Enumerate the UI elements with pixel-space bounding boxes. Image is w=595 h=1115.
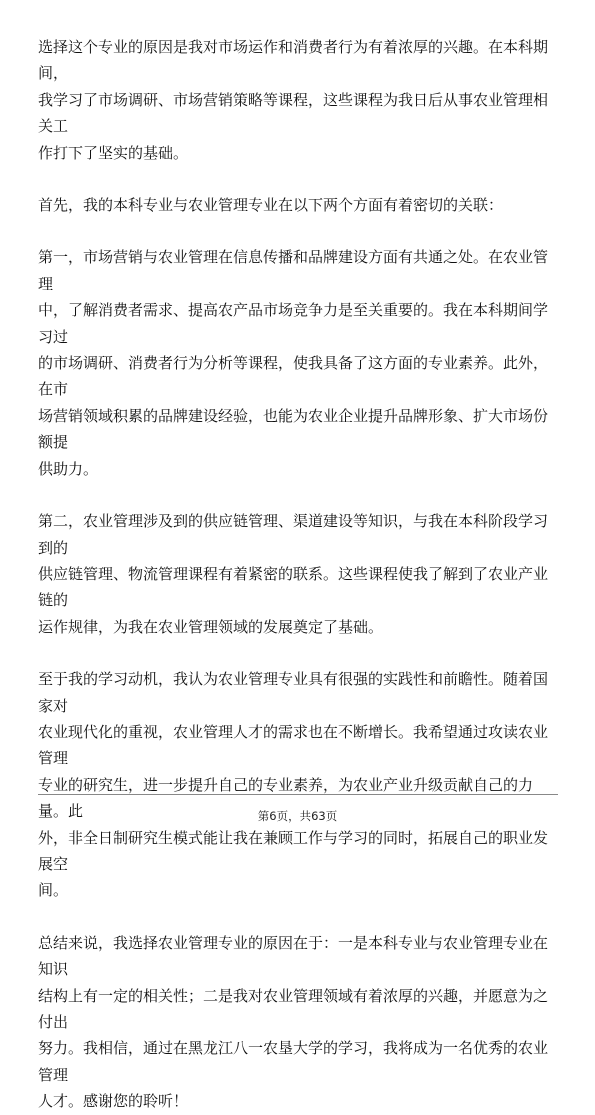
paragraph-gap — [38, 218, 558, 244]
paragraph-first-point: 第一，市场营销与农业管理在信息传播和品牌建设方面有共通之处。在农业管理 中，了解消费者需求、提高农产品市场竞争力是至关重要的。我在本科期间学习过 的市场调研、消费者行为分析等课程，使我具备了这方面的专业素养。此外，在市 场营销领域积累的品牌建设经验，也能为农业企业提升品牌形象、扩大市场份额提 供助力。 — [38, 248, 549, 478]
paragraph-intro-connection: 首先，我的本科专业与农业管理专业在以下两个方面有着密切的关联： — [38, 196, 504, 215]
paragraph-gap — [38, 482, 558, 508]
page-number: 第6页，共63页 — [257, 809, 338, 823]
document-body — [38, 34, 558, 1115]
paragraph-gap — [38, 640, 558, 666]
paragraph-gap — [38, 904, 558, 930]
paragraph-second-point: 第二，农业管理涉及到的供应链管理、渠道建设等知识，与我在本科阶段学习到的 供应链管理、物流管理课程有着紧密的联系。这些课程使我了解到了农业产业链的 运作规律，为我在农业管理领域的发展奠定了基础。 — [38, 512, 549, 636]
paragraph-gap — [38, 166, 558, 192]
paragraph-conclusion: 总结来说，我选择农业管理专业的原因在于：一是本科专业与农业管理专业在知识 结构上有一定的相关性；二是我对农业管理领域有着浓厚的兴趣，并愿意为之付出 努力。我相信，通过在黑龙江八一农垦大学的学习，我将成为一名优秀的农业管理 人才。感谢您的聆听！ — [38, 933, 549, 1111]
footer-divider — [38, 794, 558, 795]
paragraph-major-reason: 选择这个专业的原因是我对市场运作和消费者行为有着浓厚的兴趣。在本科期间， 我学习了市场调研、市场营销策略等课程，这些课程为我日后从事农业管理相关工 作打下了坚实的基础。 — [38, 38, 549, 162]
paragraph-motivation: 至于我的学习动机，我认为农业管理专业具有很强的实践性和前瞻性。随着国家对 农业现代化的重视，农业管理人才的需求也在不断增长。我希望通过攻读农业管理 专业的研究生，进一步提升自己的专业素养，为农业产业升级贡献自己的力量。此 外，非全日制研究生模式能让我在兼顾工作与学习的同时，拓展自己的职业发展空 间。 — [38, 670, 549, 900]
